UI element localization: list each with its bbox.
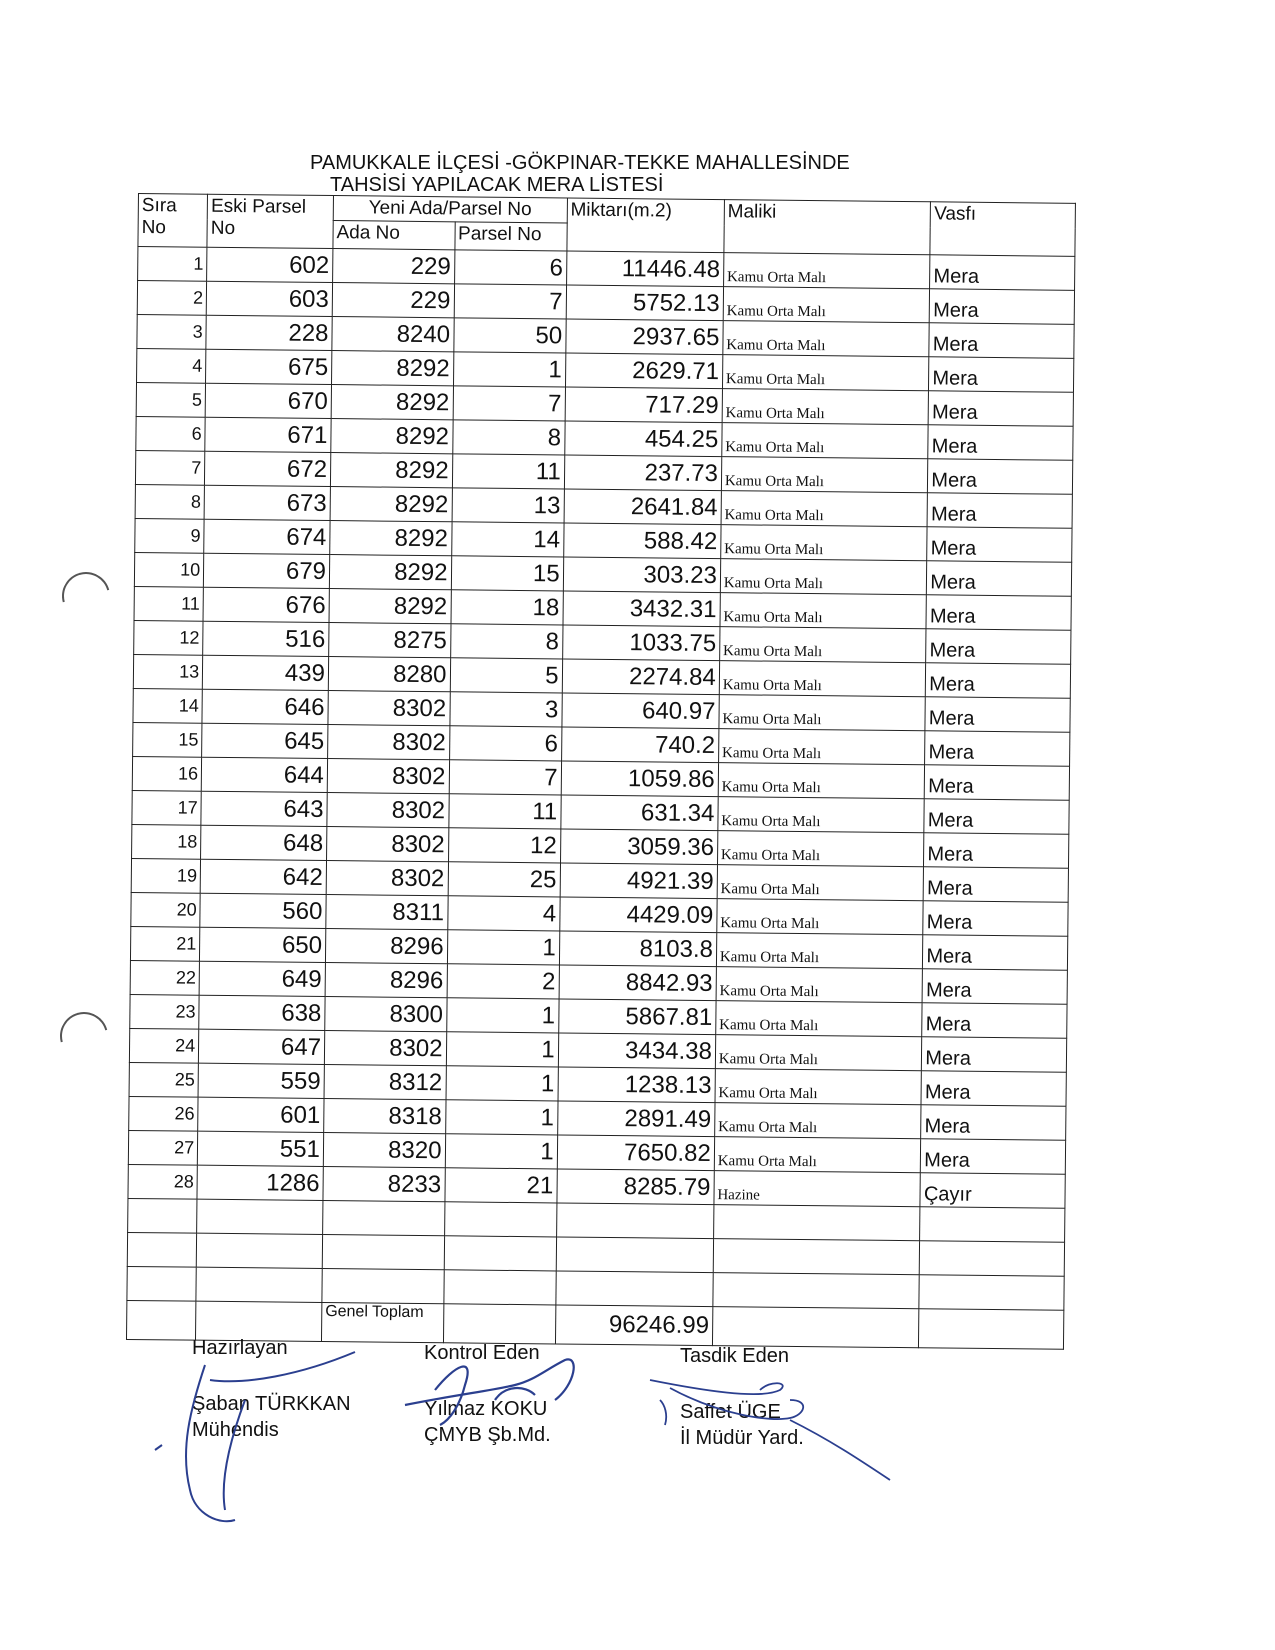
cell-ada-no: 8318 bbox=[324, 1098, 446, 1133]
cell-miktar: 11446.48 bbox=[566, 251, 724, 287]
cell-miktar: 2629.71 bbox=[565, 353, 723, 389]
cell-ada-no: 8292 bbox=[331, 351, 453, 386]
cell-maliki: Kamu Orta Malı bbox=[715, 1035, 922, 1071]
cell-ada-no: 229 bbox=[332, 283, 454, 318]
cell-miktar: 8103.8 bbox=[559, 931, 717, 967]
cell-eski-parsel: 1286 bbox=[197, 1165, 323, 1200]
cell-miktar: 2891.49 bbox=[557, 1101, 715, 1137]
cell-miktar: 3432.31 bbox=[563, 591, 721, 627]
cell-maliki: Kamu Orta Malı bbox=[716, 933, 923, 969]
cell-parsel-no: 8 bbox=[450, 624, 562, 659]
cell-vasfi: Mera bbox=[922, 969, 1067, 1005]
cell-miktar: 717.29 bbox=[565, 387, 723, 423]
cell-parsel-no: 25 bbox=[448, 862, 560, 897]
cell-vasfi: Mera bbox=[925, 765, 1070, 801]
cell-vasfi: Mera bbox=[926, 663, 1071, 699]
cell-maliki: Kamu Orta Malı bbox=[723, 321, 930, 357]
cell-maliki: Kamu Orta Malı bbox=[714, 1137, 921, 1173]
cell-sira: 18 bbox=[132, 824, 202, 859]
cell-sira: 9 bbox=[135, 518, 205, 553]
cell-eski-parsel: 560 bbox=[200, 893, 326, 928]
cell-ada-no: 8320 bbox=[323, 1132, 445, 1167]
cell-miktar: 2274.84 bbox=[562, 659, 720, 695]
header-yeni-ada-parsel: Yeni Ada/Parsel No bbox=[333, 196, 567, 223]
cell-vasfi: Mera bbox=[926, 629, 1071, 665]
cell-sira: 26 bbox=[129, 1096, 199, 1131]
cell-sira: 28 bbox=[128, 1164, 198, 1199]
cell-parsel-no: 7 bbox=[454, 284, 566, 319]
cell-parsel-no: 1 bbox=[446, 1032, 558, 1067]
cell-sira: 16 bbox=[132, 756, 202, 791]
cell-sira: 22 bbox=[130, 960, 200, 995]
cell-miktar: 7650.82 bbox=[557, 1135, 715, 1171]
cell-eski-parsel: 649 bbox=[199, 961, 325, 996]
title-line-1: PAMUKKALE İLÇESİ -GÖKPINAR-TEKKE MAHALLESİNDE bbox=[310, 152, 850, 174]
cell-vasfi: Mera bbox=[922, 1037, 1067, 1073]
cell-ada-no: 8296 bbox=[325, 963, 447, 998]
mera-table bbox=[126, 193, 1076, 1350]
cell-ada-no: 8292 bbox=[330, 487, 452, 522]
cell-ada-no: 8302 bbox=[326, 827, 448, 862]
cell-eski-parsel: 645 bbox=[202, 723, 328, 758]
cell-maliki: Kamu Orta Malı bbox=[717, 831, 924, 867]
cell-eski-parsel: 650 bbox=[200, 927, 326, 962]
cell-eski-parsel: 647 bbox=[199, 1029, 325, 1064]
cell-maliki: Kamu Orta Malı bbox=[715, 1069, 922, 1105]
cell-ada-no: 8302 bbox=[327, 793, 449, 828]
cell-eski-parsel: 672 bbox=[205, 451, 331, 486]
cell-sira: 19 bbox=[131, 858, 201, 893]
cell-ada-no: 8275 bbox=[329, 623, 451, 658]
cell-maliki: Kamu Orta Malı bbox=[722, 355, 929, 391]
header-vasfi: Vasfı bbox=[930, 202, 1075, 257]
cell-vasfi: Mera bbox=[928, 425, 1073, 461]
cell-maliki: Kamu Orta Malı bbox=[722, 423, 929, 459]
cell-parsel-no: 11 bbox=[448, 794, 560, 829]
cell-ada-no: 8240 bbox=[332, 317, 454, 352]
cell-eski-parsel: 644 bbox=[201, 757, 327, 792]
cell-maliki: Kamu Orta Malı bbox=[716, 1001, 923, 1037]
cell-miktar: 740.2 bbox=[561, 727, 719, 763]
cell-eski-parsel: 670 bbox=[205, 383, 331, 418]
cell-eski-parsel: 603 bbox=[206, 281, 332, 316]
cell-parsel-no: 1 bbox=[445, 1100, 557, 1135]
cell-ada-no: 8233 bbox=[323, 1166, 445, 1201]
signature-scrawl-checked bbox=[395, 1345, 595, 1435]
cell-miktar: 4429.09 bbox=[559, 897, 717, 933]
cell-eski-parsel: 643 bbox=[201, 791, 327, 826]
cell-parsel-no: 12 bbox=[448, 828, 560, 863]
cell-vasfi: Mera bbox=[929, 357, 1074, 393]
cell-eski-parsel: 646 bbox=[202, 689, 328, 724]
cell-vasfi: Mera bbox=[926, 595, 1071, 631]
cell-sira: 5 bbox=[136, 382, 206, 417]
cell-miktar: 1033.75 bbox=[562, 625, 720, 661]
cell-vasfi: Mera bbox=[923, 867, 1068, 903]
cell-sira: 8 bbox=[135, 484, 205, 519]
cell-eski-parsel: 439 bbox=[202, 655, 328, 690]
total-value: 96246.99 bbox=[555, 1305, 713, 1346]
cell-sira: 21 bbox=[130, 926, 200, 961]
punch-hole-top bbox=[53, 563, 119, 629]
cell-miktar: 3059.36 bbox=[560, 829, 718, 865]
cell-vasfi: Mera bbox=[923, 935, 1068, 971]
cell-parsel-no: 1 bbox=[446, 998, 558, 1033]
prepared-title: Mühendis bbox=[192, 1419, 279, 1441]
cell-maliki: Kamu Orta Malı bbox=[723, 253, 930, 289]
cell-miktar: 1238.13 bbox=[558, 1067, 716, 1103]
cell-parsel-no: 7 bbox=[449, 760, 561, 795]
cell-miktar: 3434.38 bbox=[558, 1033, 716, 1069]
cell-parsel-no: 5 bbox=[450, 658, 562, 693]
cell-sira: 11 bbox=[134, 586, 204, 621]
cell-parsel-no: 1 bbox=[447, 930, 559, 965]
cell-eski-parsel: 648 bbox=[201, 825, 327, 860]
cell-sira: 15 bbox=[133, 722, 203, 757]
cell-vasfi: Mera bbox=[930, 255, 1075, 291]
cell-sira: 25 bbox=[129, 1062, 199, 1097]
cell-parsel-no: 1 bbox=[446, 1066, 558, 1101]
cell-maliki: Kamu Orta Malı bbox=[719, 661, 926, 697]
cell-ada-no: 8292 bbox=[329, 589, 451, 624]
approved-title: İl Müdür Yard. bbox=[680, 1427, 804, 1449]
cell-miktar: 303.23 bbox=[563, 557, 721, 593]
cell-maliki: Kamu Orta Malı bbox=[721, 457, 928, 493]
cell-vasfi: Mera bbox=[921, 1105, 1066, 1141]
cell-maliki: Kamu Orta Malı bbox=[719, 627, 926, 663]
cell-maliki: Kamu Orta Malı bbox=[720, 559, 927, 595]
cell-vasfi: Mera bbox=[929, 323, 1074, 359]
cell-maliki: Kamu Orta Malı bbox=[723, 287, 930, 323]
cell-eski-parsel: 601 bbox=[198, 1097, 324, 1132]
cell-miktar: 454.25 bbox=[564, 421, 722, 457]
cell-vasfi: Mera bbox=[928, 391, 1073, 427]
signature-scrawl-prepared bbox=[150, 1340, 370, 1530]
cell-maliki: Kamu Orta Malı bbox=[716, 967, 923, 1003]
cell-parsel-no: 14 bbox=[451, 522, 563, 557]
cell-parsel-no: 3 bbox=[449, 692, 561, 727]
cell-ada-no: 8302 bbox=[327, 759, 449, 794]
cell-ada-no: 8292 bbox=[330, 453, 452, 488]
cell-maliki: Kamu Orta Malı bbox=[719, 695, 926, 731]
cell-eski-parsel: 673 bbox=[204, 485, 330, 520]
cell-miktar: 2641.84 bbox=[564, 489, 722, 525]
cell-parsel-no: 1 bbox=[453, 352, 565, 387]
cell-ada-no: 8292 bbox=[330, 521, 452, 556]
cell-sira: 17 bbox=[132, 790, 202, 825]
cell-miktar: 8285.79 bbox=[557, 1169, 715, 1205]
cell-vasfi: Mera bbox=[925, 697, 1070, 733]
cell-vasfi: Mera bbox=[924, 799, 1069, 835]
cell-eski-parsel: 671 bbox=[205, 417, 331, 452]
cell-miktar: 4921.39 bbox=[560, 863, 718, 899]
cell-parsel-no: 18 bbox=[451, 590, 563, 625]
header-sira: Sıra No bbox=[138, 194, 208, 248]
cell-vasfi: Mera bbox=[924, 833, 1069, 869]
cell-miktar: 237.73 bbox=[564, 455, 722, 491]
cell-miktar: 2937.65 bbox=[566, 319, 724, 355]
cell-maliki: Kamu Orta Malı bbox=[718, 763, 925, 799]
cell-sira: 1 bbox=[138, 247, 208, 282]
cell-sira: 27 bbox=[128, 1130, 198, 1165]
cell-ada-no: 8311 bbox=[326, 895, 448, 930]
cell-sira: 14 bbox=[133, 688, 203, 723]
cell-ada-no: 8300 bbox=[325, 997, 447, 1032]
cell-ada-no: 8292 bbox=[329, 555, 451, 590]
approved-heading: Tasdik Eden bbox=[680, 1345, 789, 1367]
cell-maliki: Kamu Orta Malı bbox=[717, 899, 924, 935]
cell-ada-no: 8302 bbox=[326, 861, 448, 896]
cell-ada-no: 8296 bbox=[325, 929, 447, 964]
cell-miktar: 5752.13 bbox=[566, 285, 724, 321]
cell-eski-parsel: 602 bbox=[207, 247, 333, 282]
cell-parsel-no: 21 bbox=[444, 1168, 556, 1203]
cell-ada-no: 8302 bbox=[328, 725, 450, 760]
title-line-2: TAHSİSİ YAPILACAK MERA LİSTESİ bbox=[330, 174, 664, 196]
prepared-heading: Hazırlayan bbox=[192, 1337, 288, 1359]
checked-title: ÇMYB Şb.Md. bbox=[424, 1424, 551, 1446]
cell-parsel-no: 7 bbox=[453, 386, 565, 421]
cell-sira: 2 bbox=[137, 281, 207, 316]
cell-eski-parsel: 642 bbox=[200, 859, 326, 894]
cell-ada-no: 8292 bbox=[331, 385, 453, 420]
cell-miktar: 1059.86 bbox=[561, 761, 719, 797]
cell-eski-parsel: 675 bbox=[206, 349, 332, 384]
cell-miktar: 5867.81 bbox=[558, 999, 716, 1035]
cell-parsel-no: 11 bbox=[452, 454, 564, 489]
cell-miktar: 588.42 bbox=[563, 523, 721, 559]
cell-maliki: Kamu Orta Malı bbox=[720, 593, 927, 629]
cell-eski-parsel: 638 bbox=[199, 995, 325, 1030]
cell-maliki: Hazine bbox=[714, 1171, 921, 1207]
cell-parsel-no: 50 bbox=[453, 318, 565, 353]
total-label: Genel Toplam bbox=[321, 1302, 443, 1342]
cell-eski-parsel: 516 bbox=[203, 621, 329, 656]
cell-vasfi: Mera bbox=[925, 731, 1070, 767]
cell-vasfi: Mera bbox=[922, 1003, 1067, 1039]
cell-ada-no: 8292 bbox=[331, 419, 453, 454]
cell-vasfi: Çayır bbox=[920, 1173, 1065, 1209]
cell-vasfi: Mera bbox=[921, 1139, 1066, 1175]
header-parsel-no: Parsel No bbox=[454, 222, 566, 251]
table-body bbox=[128, 247, 1075, 1209]
cell-eski-parsel: 676 bbox=[203, 587, 329, 622]
header-ada-no: Ada No bbox=[333, 221, 455, 250]
cell-vasfi: Mera bbox=[928, 459, 1073, 495]
header-maliki: Maliki bbox=[724, 200, 931, 255]
cell-eski-parsel: 551 bbox=[197, 1131, 323, 1166]
cell-maliki: Kamu Orta Malı bbox=[722, 389, 929, 425]
cell-ada-no: 8302 bbox=[324, 1031, 446, 1066]
cell-sira: 20 bbox=[131, 892, 201, 927]
cell-sira: 12 bbox=[134, 620, 204, 655]
cell-ada-no: 229 bbox=[333, 249, 455, 284]
cell-miktar: 631.34 bbox=[561, 795, 719, 831]
cell-parsel-no: 15 bbox=[451, 556, 563, 591]
prepared-name: Şaban TÜRKKAN bbox=[192, 1393, 351, 1415]
cell-parsel-no: 4 bbox=[447, 896, 559, 931]
checked-heading: Kontrol Eden bbox=[424, 1342, 540, 1364]
cell-sira: 13 bbox=[133, 654, 203, 689]
cell-parsel-no: 1 bbox=[445, 1134, 557, 1169]
cell-vasfi: Mera bbox=[923, 901, 1068, 937]
cell-maliki: Kamu Orta Malı bbox=[717, 865, 924, 901]
cell-sira: 7 bbox=[135, 450, 205, 485]
cell-sira: 4 bbox=[137, 348, 207, 383]
cell-miktar: 8842.93 bbox=[559, 965, 717, 1001]
cell-eski-parsel: 559 bbox=[198, 1063, 324, 1098]
cell-maliki: Kamu Orta Malı bbox=[718, 729, 925, 765]
cell-parsel-no: 6 bbox=[449, 726, 561, 761]
cell-parsel-no: 2 bbox=[447, 964, 559, 999]
page-title bbox=[310, 152, 950, 196]
checked-name: Yılmaz KOKU bbox=[424, 1398, 548, 1420]
cell-eski-parsel: 228 bbox=[206, 315, 332, 350]
approved-name: Saffet ÜGE bbox=[680, 1401, 781, 1423]
cell-sira: 10 bbox=[134, 552, 204, 587]
cell-vasfi: Mera bbox=[927, 493, 1072, 529]
cell-sira: 23 bbox=[130, 994, 200, 1029]
cell-maliki: Kamu Orta Malı bbox=[721, 491, 928, 527]
cell-eski-parsel: 674 bbox=[204, 519, 330, 554]
cell-vasfi: Mera bbox=[930, 289, 1075, 325]
cell-ada-no: 8280 bbox=[328, 657, 450, 692]
header-miktar: Miktarı(m.2) bbox=[567, 198, 725, 253]
cell-maliki: Kamu Orta Malı bbox=[715, 1103, 922, 1139]
cell-vasfi: Mera bbox=[921, 1071, 1066, 1107]
cell-eski-parsel: 679 bbox=[204, 553, 330, 588]
cell-parsel-no: 6 bbox=[454, 250, 566, 285]
signature-scrawl-approved bbox=[640, 1360, 900, 1490]
cell-maliki: Kamu Orta Malı bbox=[721, 525, 928, 561]
cell-ada-no: 8302 bbox=[328, 691, 450, 726]
cell-sira: 6 bbox=[136, 416, 206, 451]
table-footer bbox=[126, 1198, 1064, 1349]
cell-parsel-no: 8 bbox=[452, 420, 564, 455]
punch-hole-bottom bbox=[51, 1003, 117, 1069]
cell-parsel-no: 13 bbox=[452, 488, 564, 523]
cell-sira: 24 bbox=[129, 1028, 199, 1063]
cell-vasfi: Mera bbox=[927, 527, 1072, 563]
cell-vasfi: Mera bbox=[927, 561, 1072, 597]
cell-miktar: 640.97 bbox=[562, 693, 720, 729]
cell-maliki: Kamu Orta Malı bbox=[718, 797, 925, 833]
cell-sira: 3 bbox=[137, 314, 207, 349]
header-row bbox=[138, 194, 1075, 229]
header-eski-parsel: Eski Parsel No bbox=[207, 194, 333, 248]
cell-ada-no: 8312 bbox=[324, 1064, 446, 1099]
